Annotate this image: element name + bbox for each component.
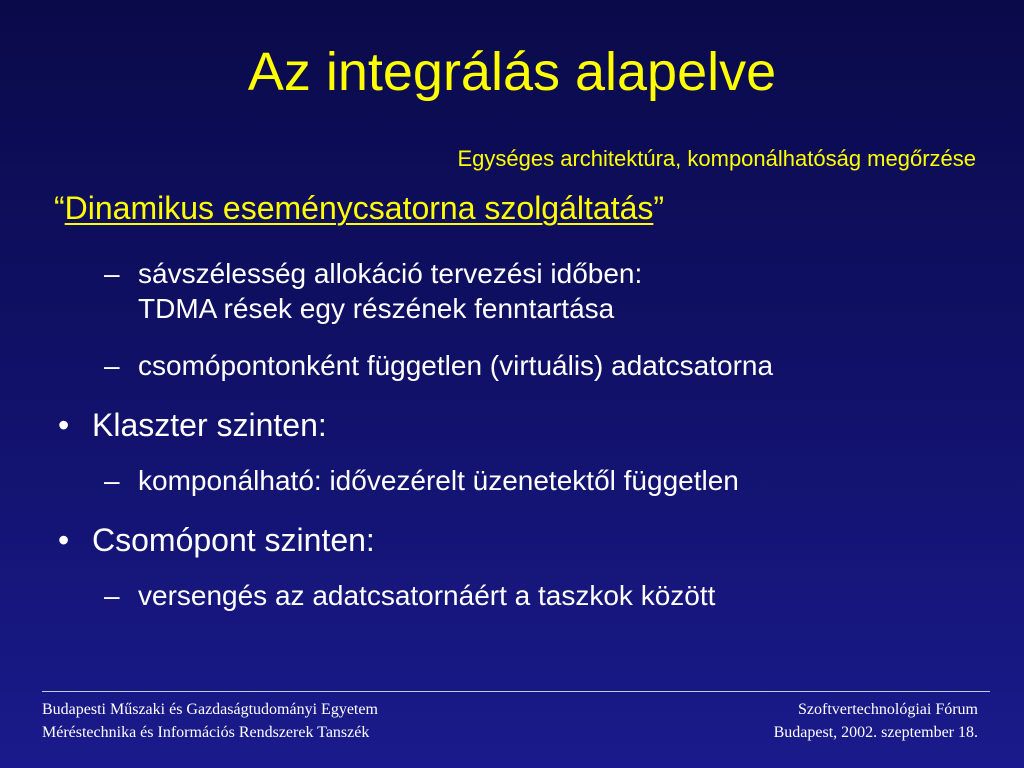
dash-marker: –	[104, 580, 120, 611]
list-item-channel	[104, 348, 773, 383]
bullet-marker: •	[58, 522, 70, 558]
list-item-contention	[104, 578, 715, 613]
footer-left	[42, 698, 378, 744]
close-quote: ”	[653, 190, 665, 226]
footer-date: Budapest, 2002. szeptember 18.	[773, 724, 978, 742]
footer-divider	[42, 691, 990, 692]
bullet-text: Csomópont szinten:	[92, 522, 375, 558]
bullet-marker: •	[58, 407, 70, 443]
open-quote: “	[54, 190, 65, 226]
section-heading	[54, 190, 664, 227]
bullet-text: Klaszter szinten:	[92, 407, 327, 443]
bullet-cluster-level	[58, 407, 327, 444]
slide-subtitle: Egységes architektúra, komponálhatóság megőrzése	[457, 146, 976, 171]
list-item-text: komponálható: idővezérelt üzenetektől független	[138, 465, 739, 496]
dash-marker: –	[104, 350, 120, 381]
footer-university: Budapesti Műszaki és Gazdaságtudományi Egyetem	[42, 701, 378, 718]
dash-marker: –	[104, 465, 120, 496]
list-item-text: sávszélesség allokáció tervezési időben:	[138, 258, 643, 289]
list-item-bandwidth	[104, 256, 642, 326]
heading-text: Dinamikus eseménycsatorna szolgáltatás	[64, 190, 654, 226]
bullet-node-level	[58, 522, 375, 559]
footer-event: Szoftvertechnológiai Fórum	[798, 701, 978, 718]
footer-right	[774, 698, 978, 744]
dash-marker: –	[104, 258, 120, 289]
list-item-composable	[104, 463, 739, 498]
footer-department: Méréstechnika és Információs Rendszerek Tanszék	[42, 724, 370, 742]
list-item-continuation: TDMA rések egy részének fenntartása	[138, 293, 615, 324]
slide-title: Az integrálás alapelve	[247, 42, 777, 102]
list-item-text: versengés az adatcsatornáért a taszkok között	[138, 580, 716, 611]
list-item-text: csomópontonként független (virtuális) adatcsatorna	[138, 350, 774, 381]
